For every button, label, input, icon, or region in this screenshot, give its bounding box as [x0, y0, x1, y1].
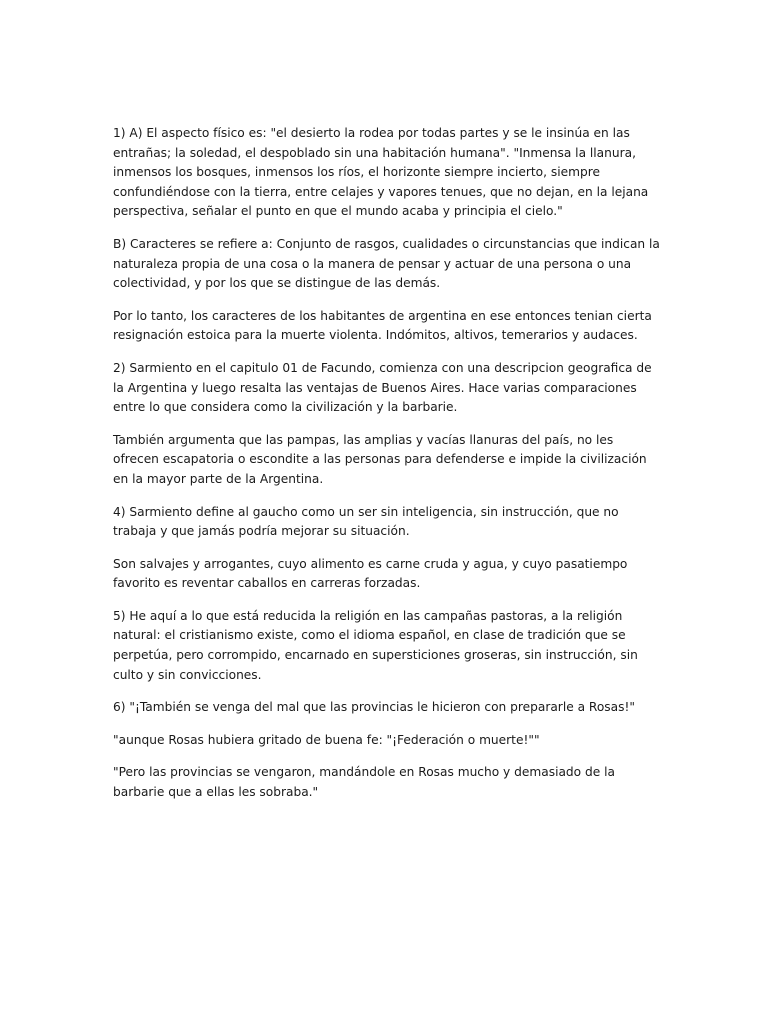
paragraph-6-quote-federation: "aunque Rosas hubiera gritado de buena fe: "¡Federación o muerte!"" — [113, 732, 540, 747]
paragraph-6-quote-revenge: 6) "¡También se venga del mal que las provincias le hicieron con prepararle a Rosas!" — [113, 700, 635, 715]
paragraph-2-pampas: También argumenta que las pampas, las amplias y vacías llanuras del país, no les ofrecen escapatoria o escondite a las personas para defenderse e impide la civilización en la mayor parte de la Argentina. — [113, 432, 647, 486]
paragraph-4-gaucho-definition: 4) Sarmiento define al gaucho como un ser sin inteligencia, sin instrucción, que no trabaja y que jamás podría mejorar su situación. — [113, 504, 619, 539]
paragraph-1a-physical-aspect: 1) A) El aspecto físico es: "el desierto la rodea por todas partes y se le insinúa en las entrañas; la soledad, el despoblado sin una habitación humana". "Inmensa la llanura, inmensos los bosques, inmensos los ríos, el horizonte siempre incierto, siempre confundiéndose con la tierra, entre celajes y vapores tenues, que no dejan, en la lejana perspectiva, señalar el punto en que el mundo acaba y principia el cielo." — [113, 126, 649, 219]
paragraph-5-religion: 5) He aquí a lo que está reducida la religión en las campañas pastoras, a la religión natural: el cristianismo existe, como el idioma español, en clase de tradición que se perpetúa, pero corrompido, encarnado en supersticiones groseras, sin instrucción, sin culto y sin convicciones. — [113, 608, 638, 682]
document-body — [113, 124, 661, 816]
paragraph-2-sarmiento-chapter: 2) Sarmiento en el capitulo 01 de Facundo, comienza con una descripcion geografica de la Argentina y luego resalta las ventajas de Buenos Aires. Hace varias comparaciones entre lo que considera como la civilización y la barbarie. — [113, 360, 652, 415]
paragraph-1b-inhabitants-characters: Por lo tanto, los caracteres de los habitantes de argentina en ese entonces tenian cierta resignación estoica para la muerte violenta. Indómitos, altivos, temerarios y audaces. — [113, 308, 652, 343]
paragraph-1b-characters-definition: B) Caracteres se refiere a: Conjunto de rasgos, cualidades o circunstancias que indican la naturaleza propia de una cosa o la manera de pensar y actuar de una persona o una colectividad, y por los que se distingue de las demás. — [113, 236, 660, 291]
paragraph-4-gaucho-habits: Son salvajes y arrogantes, cuyo alimento es carne cruda y agua, y cuyo pasatiempo favorito es reventar caballos en carreras forzadas. — [113, 556, 628, 591]
paragraph-6-quote-provinces: "Pero las provincias se vengaron, mandándole en Rosas mucho y demasiado de la barbarie que a ellas les sobraba." — [113, 765, 615, 800]
